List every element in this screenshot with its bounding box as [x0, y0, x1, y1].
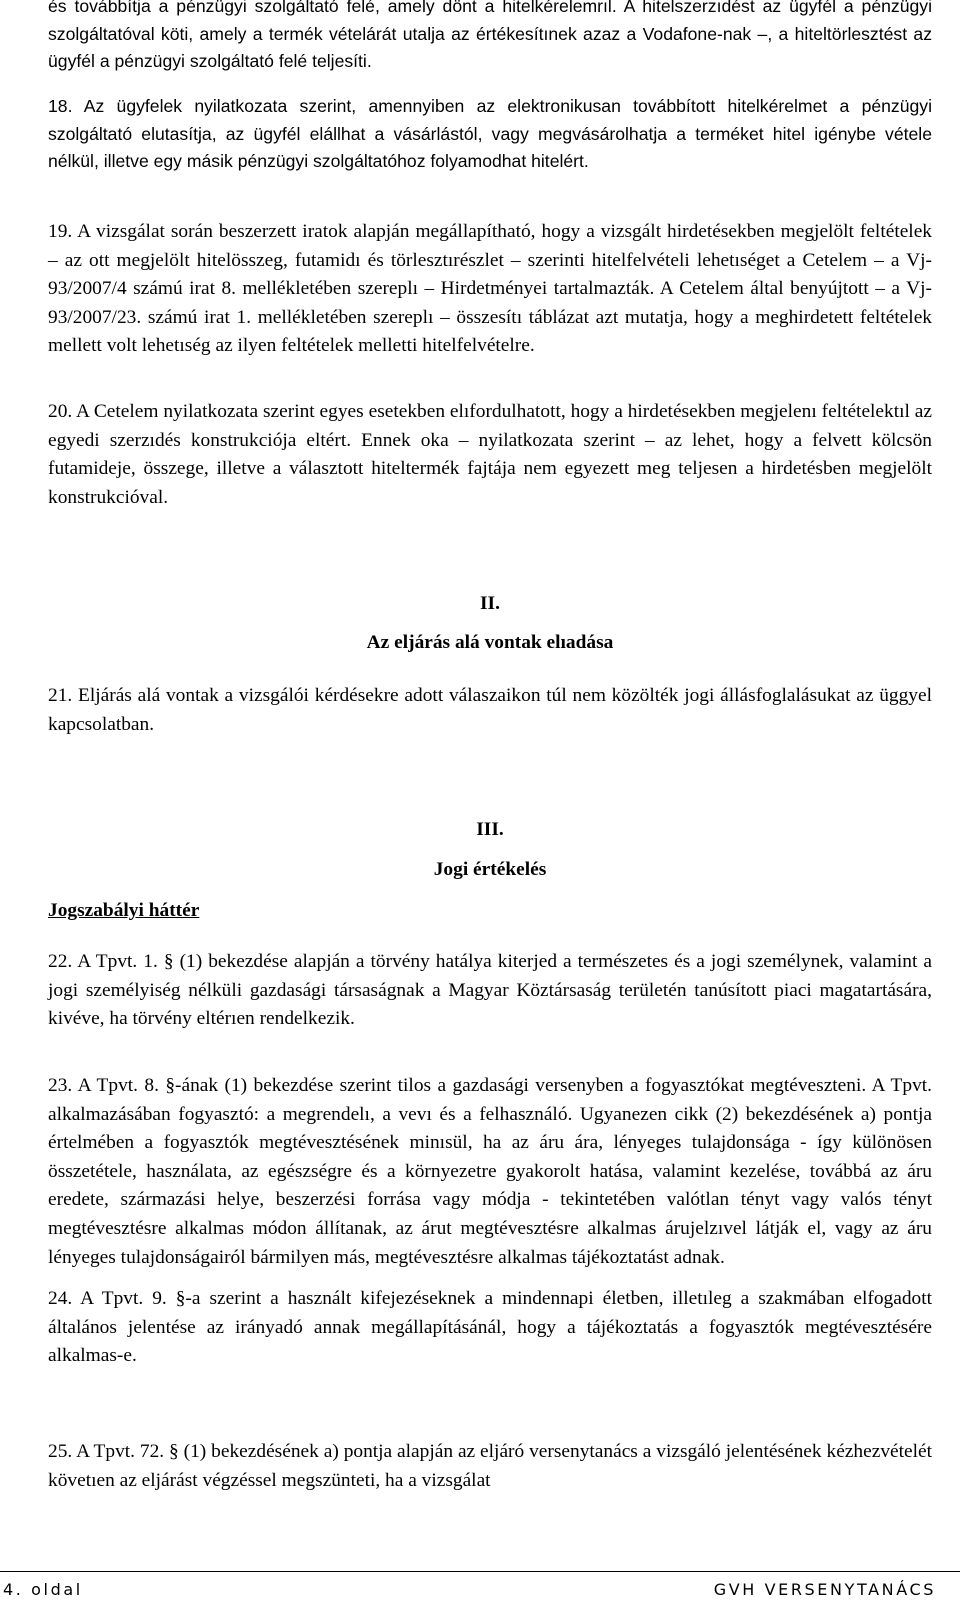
section-III-number: III.: [476, 819, 504, 840]
legal-background-heading: Jogszabályi háttér: [48, 900, 200, 921]
paragraph-21: 21. Eljárás alá vontak a vizsgálói kérdésekre adott válaszaikon túl nem közölték jogi állásfoglalásukat az üggyel kapcsolatban.: [48, 685, 932, 735]
section-II-title: Az eljárás alá vontak elıadása: [366, 632, 614, 653]
section-II-number: II.: [480, 593, 500, 614]
footer-organization: GVH VERSENYTANÁCS: [713, 1580, 936, 1599]
paragraph-25: 25. A Tpvt. 72. § (1) bekezdésének a) pontja alapján az eljáró versenytanács a vizsgáló jelentésének kézhezvételét követıen az eljárást végzéssel megszünteti, ha a vizsgálat: [48, 1441, 932, 1491]
footer-divider: [0, 1571, 960, 1572]
footer-page-number: 4. oldal: [3, 1580, 83, 1599]
paragraph-18: 18. Az ügyfelek nyilatkozata szerint, amennyiben az elektronikusan továbbított hitelkérelmet a pénzügyi szolgáltató elutasítja, az ügyfél elállhat a vásárlástól, vagy megvásárolhatja a terméket hitel igénybe vétele nélkül, illetve egy másik pénzügyi szolgáltatóhoz folyamodhat hitelért.: [48, 96, 932, 172]
paragraph-22: 22. A Tpvt. 1. § (1) bekezdése alapján a törvény hatálya kiterjed a természetes és a jogi személynek, valamint a jogi személyiség nélküli gazdasági társaságnak a Magyar Köztársaság területén tanúsított piaci magatartására, kivéve, ha törvény eltérıen rendelkezik.: [48, 951, 932, 1030]
paragraph-17-continued: és továbbítja a pénzügyi szolgáltató felé, amely dönt a hitelkérelemrıl. A hitelszerzıdést az ügyfél a pénzügyi szolgáltatóval köti, amely a termék vételárát utalja az értékesítınek azaz a Vodafone-nak –, a hiteltörlesztést az ügyfél a pénzügyi szolgáltató felé teljesíti.: [48, 0, 932, 72]
section-III-title: Jogi értékelés: [433, 859, 547, 880]
paragraph-24: 24. A Tpvt. 9. §-a szerint a használt kifejezéseknek a mindennapi életben, illetıleg a szakmában elfogadott általános jelentése az irányadó annak megállapításánál, hogy a tájékoztatás a fogyasztók megtévesztésére alkalmas-e.: [48, 1288, 932, 1367]
paragraph-19: 19. A vizsgálat során beszerzett iratok alapján megállapítható, hogy a vizsgált hirdetésekben megjelölt feltételek – az ott megjelölt hitelösszeg, futamidı és törlesztırészlet – szerinti hitelfelvételi lehetıséget a Cetelem – a Vj-93/2007/4 számú irat 8. mellékletében szereplı – Hirdetményei tartalmazták. A Cetelem által benyújtott – a Vj-93/2007/23. számú irat 1. mellékletében szereplı – összesítı táblázat azt mutatja, hogy a meghirdetett feltételek mellett volt lehetıség az ilyen feltételek melletti hitelfelvételre.: [48, 221, 932, 357]
paragraph-23: 23. A Tpvt. 8. §-ának (1) bekezdése szerint tilos a gazdasági versenyben a fogyasztókat megtéveszteni. A Tpvt. alkalmazásában fogyasztó: a megrendelı, a vevı és a felhasználó. Ugyanezen cikk (2) bekezdésének a) pontja értelmében a fogyasztók megtévesztésének minısül, ha az áru ára, lényeges tulajdonsága - így különösen összetétele, használata, az egészségre és a környezetre gyakorolt hatása, valamint kezelése, továbbá az áru eredete, származási helye, beszerzési forrása vagy módja - tekintetében valótlan tényt vagy valós tényt megtévesztésre alkalmas módon állítanak, az árut megtévesztésre alkalmas árujelzıvel látják el, vagy az áru lényeges tulajdonságairól bármilyen más, megtévesztésre alkalmas tájékoztatást adnak.: [48, 1075, 932, 1268]
paragraph-20: 20. A Cetelem nyilatkozata szerint egyes esetekben elıfordulhatott, hogy a hirdetésekben megjelenı feltételektıl az egyedi szerzıdés konstrukciója eltért. Ennek oka – nyilatkozata szerint – az lehet, hogy a felvett kölcsön futamideje, összege, illetve a választott hiteltermék fajtája nem egyezett meg teljesen a hirdetésben megjelölt konstrukcióval.: [48, 401, 932, 508]
